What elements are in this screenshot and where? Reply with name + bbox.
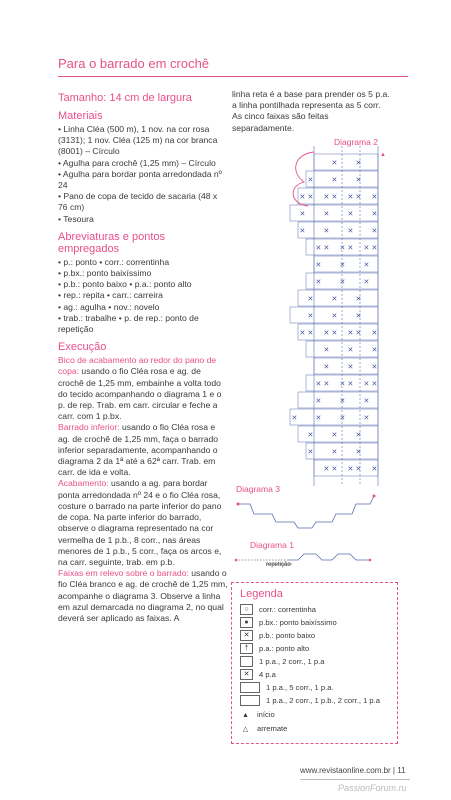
legend-row <box>240 604 316 615</box>
barrado-heading: Barrado inferior: <box>58 422 120 433</box>
stitch-mark: ✕ <box>307 448 314 456</box>
stitch-mark: ✕ <box>307 193 314 201</box>
stitch-mark: ✕ <box>371 244 378 252</box>
stitch-mark: ✕ <box>347 227 354 235</box>
legend-row <box>240 669 276 680</box>
exec-heading: Execução <box>58 341 107 354</box>
stitch-mark: ✕ <box>299 329 306 337</box>
size-heading: Tamanho: 14 cm de largura <box>58 92 192 104</box>
legend-symbol: ● <box>240 617 253 628</box>
material-item: • Pano de copa de tecido de sacaria (48 x 76 cm) <box>58 191 218 213</box>
stitch-mark: ✕ <box>355 176 362 184</box>
diagram2-rows <box>290 154 378 476</box>
stitch-mark: ✕ <box>371 363 378 371</box>
stitch-mark: ✕ <box>331 431 338 439</box>
stitch-mark: ✕ <box>347 329 354 337</box>
diagram3-chart <box>232 492 392 532</box>
stitch-mark: ✕ <box>347 465 354 473</box>
stitch-mark: ✕ <box>347 363 354 371</box>
stitch-mark: ✕ <box>299 193 306 201</box>
stitch-mark: ✕ <box>323 363 330 371</box>
stitch-mark: ✕ <box>371 210 378 218</box>
legend-symbol <box>240 682 260 693</box>
diagram3-label: Diagrama 3 <box>236 484 280 494</box>
repeticao-label: repetição <box>266 562 291 568</box>
legend-symbol: ✕ <box>240 630 253 641</box>
abbr-item: • p.: ponto • corr.: correntinha <box>58 256 170 267</box>
legend-row <box>240 695 380 706</box>
stitch-mark: ✕ <box>363 380 370 388</box>
stitch-mark: ✕ <box>363 278 370 286</box>
start-icon: ▲ <box>242 711 249 719</box>
stitch-mark: ✕ <box>291 414 298 422</box>
stitch-mark: ✕ <box>347 380 354 388</box>
materials-heading: Materiais <box>58 110 103 122</box>
stitch-mark: ✕ <box>331 193 338 201</box>
page-footer: www.revistaonline.com.br | 11 <box>300 766 406 775</box>
stitch-mark: ✕ <box>331 465 338 473</box>
legend-row <box>240 617 337 628</box>
legend-row <box>240 682 334 693</box>
legend-row <box>240 724 287 734</box>
stitch-mark: ✕ <box>323 329 330 337</box>
diagram1-chart <box>232 550 392 582</box>
stitch-mark: ✕ <box>307 176 314 184</box>
stitch-mark: ✕ <box>363 244 370 252</box>
legend-row <box>240 630 315 641</box>
stitch-mark: ✕ <box>315 380 322 388</box>
legend-label: início <box>257 710 275 719</box>
stitch-mark: ✕ <box>339 244 346 252</box>
page-title: Para o barrado em crochê <box>58 56 210 71</box>
diagram1-label: Diagrama 1 <box>250 540 294 550</box>
legend-symbol <box>240 695 260 706</box>
legend-symbol: ○ <box>240 604 253 615</box>
stitch-mark: ✕ <box>331 329 338 337</box>
stitch-mark: ✕ <box>315 397 322 405</box>
legend-label: 1 p.a., 5 corr., 1 p.a. <box>266 682 334 692</box>
stitch-mark: ✕ <box>355 159 362 167</box>
stitch-mark: ✕ <box>355 448 362 456</box>
stitch-mark: ✕ <box>363 397 370 405</box>
diagram2-row <box>314 154 378 170</box>
stitch-mark: ✕ <box>355 329 362 337</box>
stitch-mark: ✕ <box>371 227 378 235</box>
stitch-mark: ✕ <box>355 193 362 201</box>
stitch-mark: ✕ <box>339 380 346 388</box>
legend-symbol <box>240 656 253 667</box>
stitch-mark: ✕ <box>371 193 378 201</box>
stitch-mark: ✕ <box>323 346 330 354</box>
footer-rule <box>300 779 410 780</box>
stitch-mark: ✕ <box>315 261 322 269</box>
stitch-mark: ✕ <box>299 210 306 218</box>
stitch-mark: ✕ <box>371 346 378 354</box>
legend-label: 1 p.a., 2 corr., 1 p.b., 2 corr., 1 p.a <box>266 695 380 705</box>
stitch-mark: ✕ <box>331 159 338 167</box>
faixas-heading: Faixas em relevo sobre o barrado: <box>58 568 189 579</box>
legend-row <box>240 656 324 667</box>
bico-heading: Bico de acabamento ao redor do pano de copa: <box>58 355 217 377</box>
diagram2-chart <box>284 146 390 486</box>
legend-row <box>240 710 275 720</box>
stitch-mark: ✕ <box>323 244 330 252</box>
legend-label: corr.: correntinha <box>259 604 316 614</box>
stitch-mark: ✕ <box>355 465 362 473</box>
material-item: • Tesoura <box>58 213 94 224</box>
stitch-mark: ✕ <box>307 295 314 303</box>
legend-symbol: † <box>240 643 253 654</box>
legend-title: Legenda <box>240 588 283 600</box>
abbr-item: • p.b.: ponto baixo • p.a.: ponto alto <box>58 279 192 290</box>
bico-text: usando o fio Cléa rosa e ag. de crochê de 1,25 mm, embainhe a volta todo do tecido acompanhando o diagrama 1 e o p. de rep. Trab. em carr. circular e feche a carr. com 1 p.bx. <box>58 366 222 422</box>
diagram2-label: Diagrama 2 <box>334 137 378 147</box>
legend-label: p.bx.: ponto baixíssimo <box>259 617 337 627</box>
faixas-text: usando o fio Cléa branco e ag. de crochê de 1,25 mm, acompanhe o diagrama 3. Observe a linha em azul demarcada no diagrama 2, no qual deverá ser aplicado as faixas. A <box>58 568 228 623</box>
legend-label: p.b.: ponto baixo <box>259 630 316 640</box>
acab-heading: Acabamento: <box>58 478 109 489</box>
stitch-mark: ✕ <box>371 380 378 388</box>
stitch-mark: ✕ <box>371 329 378 337</box>
title-rule <box>58 76 408 77</box>
stitch-mark: ✕ <box>347 193 354 201</box>
stitch-mark: ✕ <box>315 278 322 286</box>
stitch-mark: ✕ <box>339 261 346 269</box>
stitch-mark: ✕ <box>339 397 346 405</box>
material-item: • Agulha para bordar ponta arredondada nº 24 <box>58 168 222 191</box>
stitch-mark: ✕ <box>315 414 322 422</box>
stitch-mark: ✕ <box>323 193 330 201</box>
stitch-mark: ✕ <box>355 431 362 439</box>
stitch-mark: ✕ <box>323 210 330 218</box>
stitch-mark: ✕ <box>347 210 354 218</box>
material-item: • Linha Cléa (500 m), 1 nov. na cor rosa (3131); 1 nov. Cléa (125 m) na cor branca (8001) – Círculo <box>58 124 218 157</box>
legend-symbol: ✕ <box>240 669 253 680</box>
stitch-mark: ✕ <box>363 261 370 269</box>
stitch-mark: ✕ <box>323 227 330 235</box>
abbr-heading: Abreviaturas e pontos empregados <box>58 230 166 255</box>
stitch-mark: ✕ <box>299 227 306 235</box>
stitch-mark: ✕ <box>355 312 362 320</box>
stitch-mark: ✕ <box>331 176 338 184</box>
stitch-mark: ✕ <box>315 244 322 252</box>
abbr-item: • ag.: agulha • nov.: novelo <box>58 301 160 312</box>
right-continuation: linha reta é a base para prender os 5 p.a. a linha pontilhada representa as 5 corr. As cinco faixas são feitas separadamente. <box>232 89 390 133</box>
stitch-mark: ✕ <box>339 414 346 422</box>
abbr-item: • p.bx.: ponto baixíssimo <box>58 268 152 279</box>
left-column <box>58 92 228 624</box>
legend-label: 4 p.a <box>259 669 276 679</box>
acab-text: usando a ag. para bordar ponta arredondada nº 24 e o fio Cléa rosa, costure o barrado na parte inferior do pano de copa. Na parte inferior do barrado, observe o diagrama representado na cor vermelha de 1 p.b., 8 corr., nas áreas menores de 1 p.b., 5 corr., faça os arcos e, na carr. seguinte, trab. em p.b. <box>58 478 222 567</box>
barrado-text: usando o fio Cléa rosa e ag. de crochê de 1,25 mm, faça o barrado inferior separadamente, acompanhando o diagrama 2 da 1ª até a 62ª carr. Trab. em carr. de ida e volta. <box>58 422 219 478</box>
stitch-mark: ✕ <box>347 244 354 252</box>
stitch-mark: ✕ <box>355 295 362 303</box>
stitch-mark: ✕ <box>331 448 338 456</box>
stitch-mark: ✕ <box>371 465 378 473</box>
legend-row <box>240 643 309 654</box>
stitch-mark: ✕ <box>331 312 338 320</box>
legend-label: p.a.: ponto alto <box>259 643 310 653</box>
legend-label: arremate <box>257 724 288 733</box>
finish-icon: △ <box>242 725 249 733</box>
watermark: PassionForum.ru <box>338 783 407 793</box>
stitch-mark: ✕ <box>323 465 330 473</box>
material-item: • Agulha para crochê (1,25 mm) – Círculo <box>58 157 216 168</box>
stitch-mark: ✕ <box>307 431 314 439</box>
stitch-mark: ✕ <box>347 346 354 354</box>
abbr-item: • trab.: trabalhe • p. de rep.: ponto de repetição <box>58 312 199 335</box>
legend-label: 1 p.a., 2 corr., 1 p.a <box>259 656 325 666</box>
stitch-mark: ✕ <box>307 312 314 320</box>
stitch-mark: ✕ <box>339 278 346 286</box>
svg-text:▲: ▲ <box>380 152 386 158</box>
diagram2-row <box>298 222 378 238</box>
stitch-mark: ✕ <box>307 329 314 337</box>
stitch-mark: ✕ <box>323 380 330 388</box>
abbr-item: • rep.: repita • carr.: carreira <box>58 290 163 301</box>
stitch-mark: ✕ <box>331 295 338 303</box>
stitch-mark: ✕ <box>363 414 370 422</box>
